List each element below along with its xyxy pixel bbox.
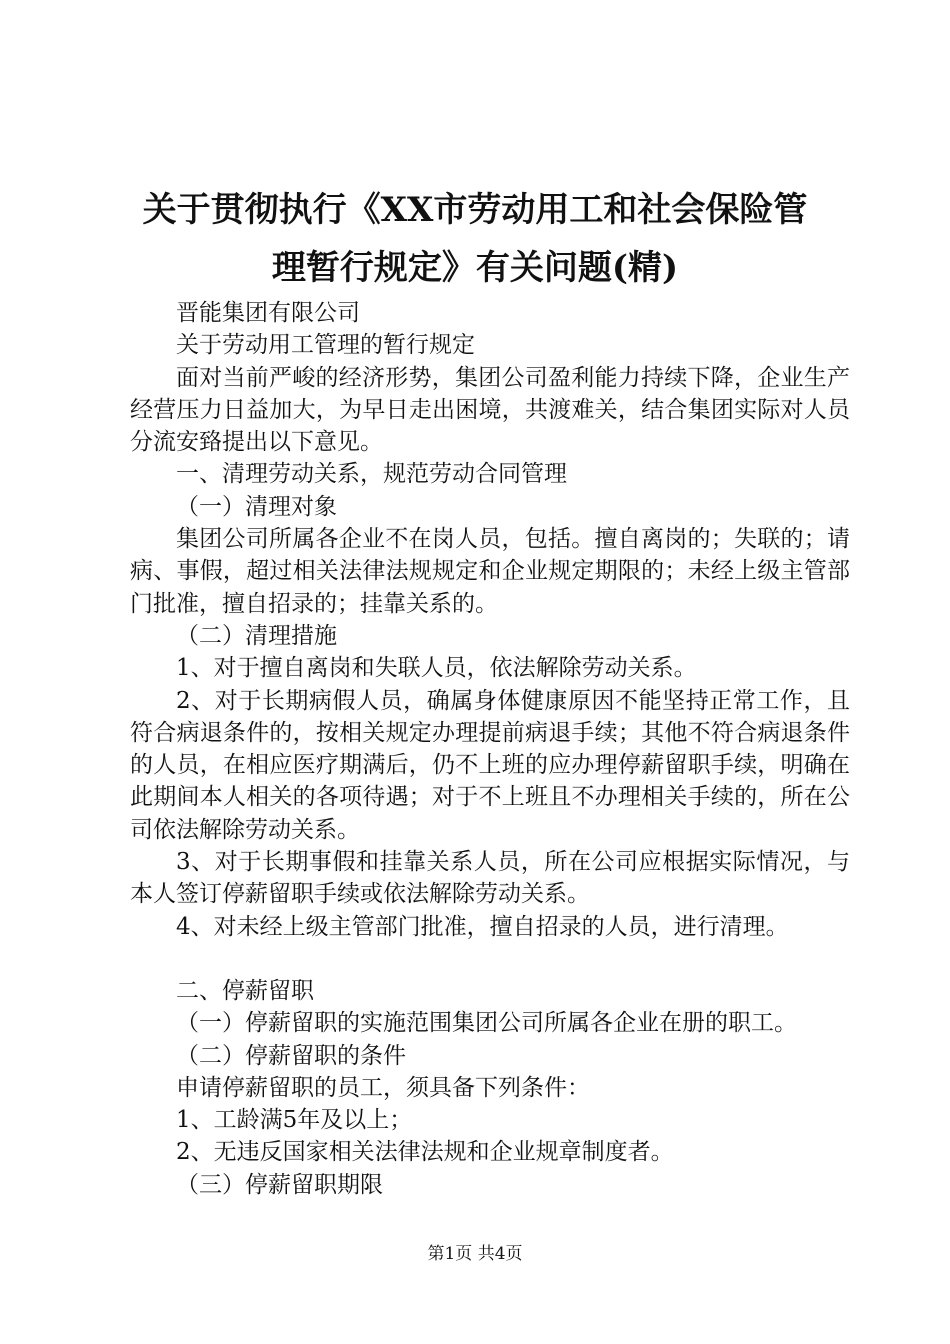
document-title-line-2: 理暂行规定》有关问题(精) xyxy=(271,248,679,288)
section-heading-1: 一、清理劳动关系，规范劳动合同管理 xyxy=(176,461,567,488)
subsection-heading-1-2: （二）清理措施 xyxy=(176,622,337,649)
subsection-heading-1-1: （一）清理对象 xyxy=(176,493,337,520)
page-number-footer: 第1页 共4页 xyxy=(427,1244,523,1264)
intro-paragraph: 面对当前严峻的经济形势，集团公司盈利能力持续下降，企业生产经营压力日益加大，为早日走出困境，共渡难关，结合集团实际对人员分流安臵提出以下意见。 xyxy=(130,364,850,456)
condition-item-1: 1、工龄满5年及以上； xyxy=(176,1107,413,1134)
measure-item-2: 2、对于长期病假人员，确属身体健康原因不能坚持正常工作，且符合病退条件的，按相关规定办理提前病退手续；其他不符合病退条件的人员，在相应医疗期满后，仍不上班的应办理停薪留职手续，明确在此期间本人相关的各项待遇；对于不上班且不办理相关手续的，所在公司依法解除劳动关系。 xyxy=(130,687,850,843)
measure-item-1: 1、对于擅自离岗和失联人员，依法解除劳动关系。 xyxy=(176,655,697,682)
subsection-heading-2-2: （二）停薪留职的条件 xyxy=(176,1042,406,1069)
document-title-line-1: 关于贯彻执行《XX市劳动用工和社会保险管 xyxy=(142,190,808,230)
paragraph-clearing-targets: 集团公司所属各企业不在岗人员，包括。擅自离岗的；失联的；请病、事假，超过相关法律法规规定和企业规定期限的；未经上级主管部门批准，擅自招录的；挂靠关系的。 xyxy=(130,526,850,617)
subsection-heading-2-3: （三）停薪留职期限 xyxy=(176,1171,383,1198)
paragraph-gap xyxy=(130,943,850,975)
company-name: 晋能集团有限公司 xyxy=(176,300,360,326)
conditions-intro: 申请停薪留职的员工，须具备下列条件： xyxy=(176,1074,590,1101)
condition-item-2: 2、无违反国家相关法律法规和企业规章制度者。 xyxy=(176,1139,674,1166)
measure-item-3: 3、对于长期事假和挂靠关系人员，所在公司应根据实际情况，与本人签订停薪留职手续或依法解除劳动关系。 xyxy=(130,849,850,908)
section-heading-2: 二、停薪留职 xyxy=(176,977,314,1004)
regulation-name: 关于劳动用工管理的暂行规定 xyxy=(176,332,475,359)
measure-item-4: 4、对未经上级主管部门批准，擅自招录的人员，进行清理。 xyxy=(176,913,789,940)
document-body xyxy=(130,297,850,1201)
subsection-heading-2-1: （一）停薪留职的实施范围集团公司所属各企业在册的职工。 xyxy=(176,1010,797,1037)
